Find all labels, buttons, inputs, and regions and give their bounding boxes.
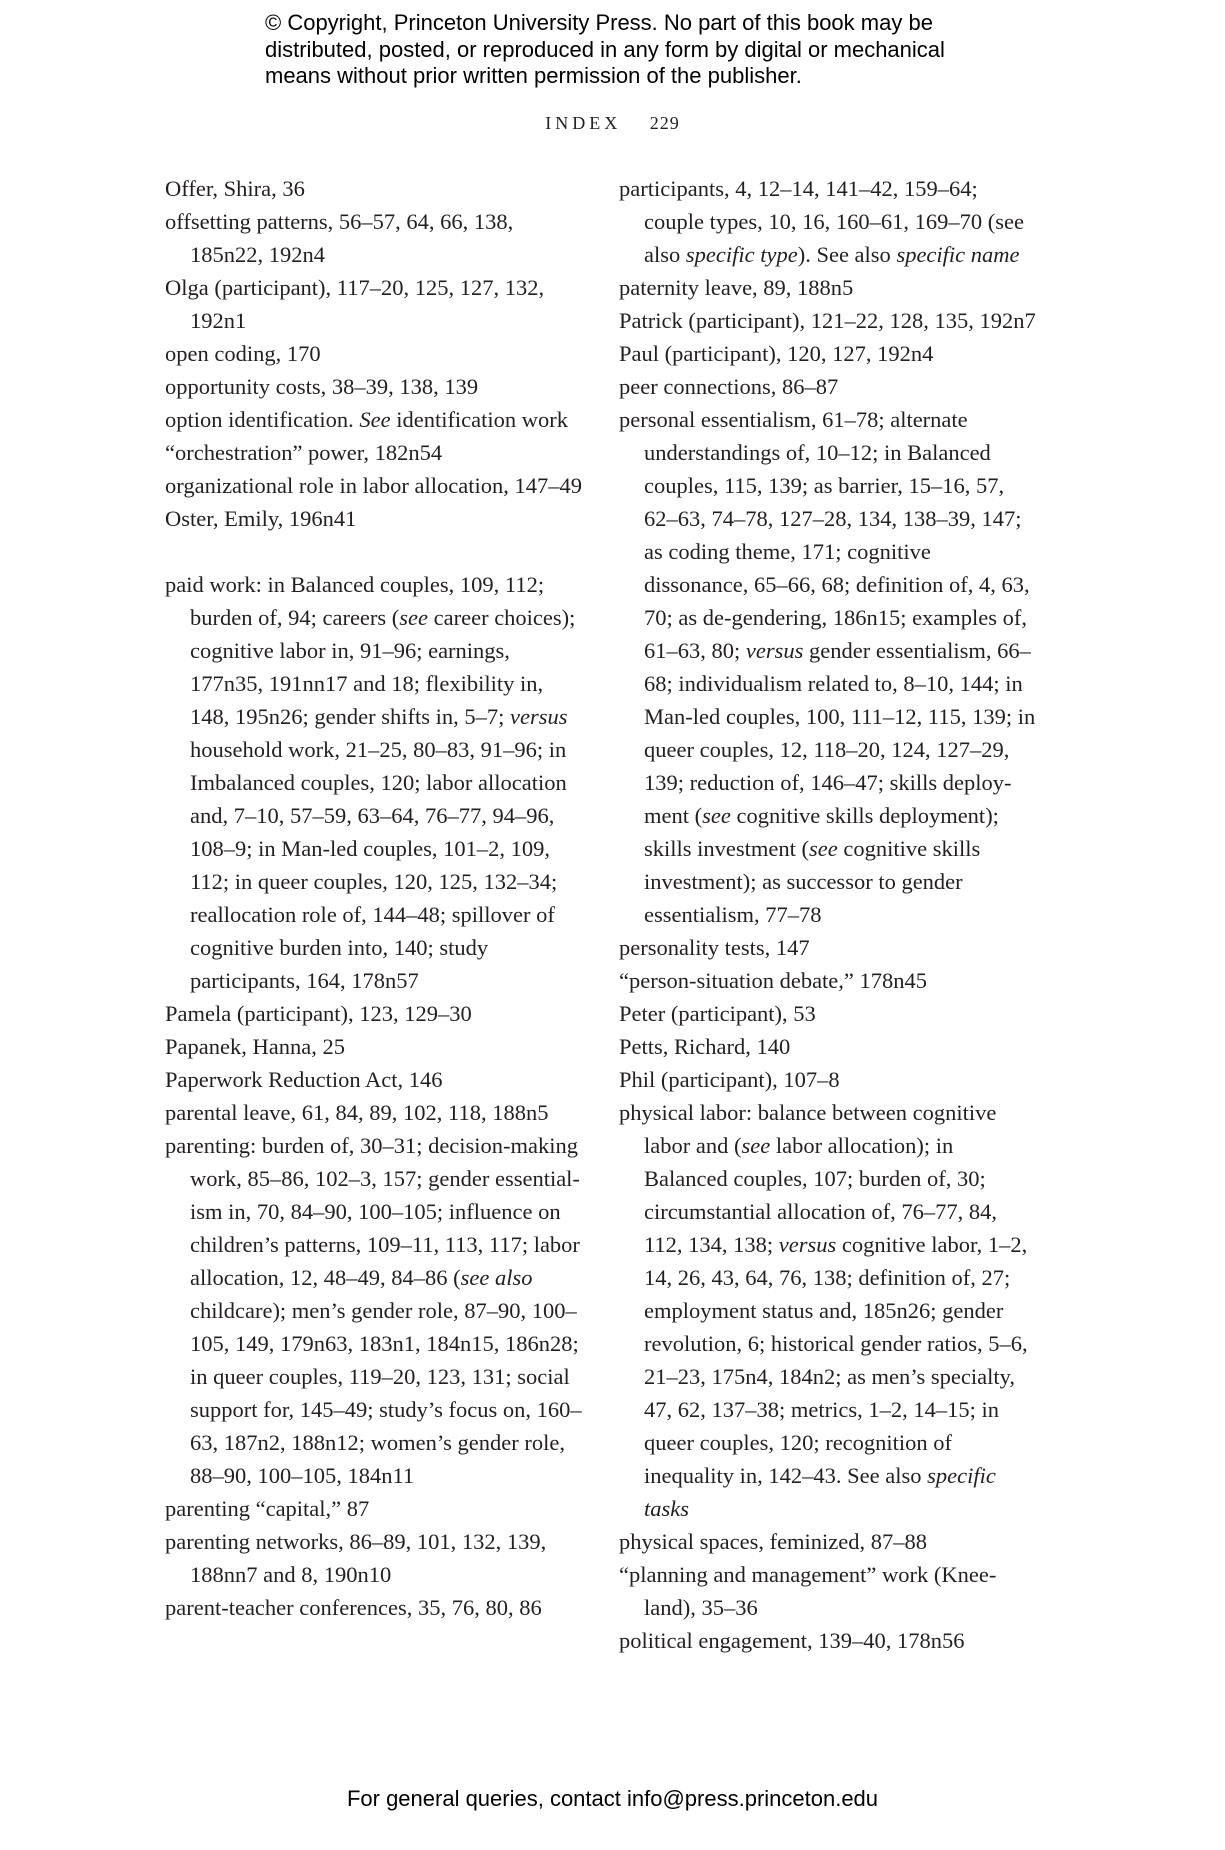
- index-entry: “orchestration” power, 182n54: [165, 440, 443, 465]
- index-entry: Offer, Shira, 36: [165, 176, 305, 201]
- index-entry: participants, 4, 12–14, 141–42, 159–64; couple types, 10, 16, 160–61, 169–70 (see also specific type). See also specific name: [619, 176, 1024, 267]
- index-entry: Patrick (participant), 121–22, 128, 135, 192n7: [619, 308, 1036, 333]
- index-entry: parenting: burden of, 30–31; decision-making work, 85–86, 102–3, 157; gender essential-ism in, 70, 84–90, 100–105; influence on children’s patterns, 109–11, 113, 117; labor allocation, 12, 48–49, 84–86 (see also childcare); men’s gender role, 87–90, 100–105, 149, 179n63, 183n1, 184n15, 186n28; in queer couples, 119–20, 123, 131; social support for, 145–49; study’s focus on, 160–63, 187n2, 188n12; women’s gender role, 88–90, 100–105, 184n11: [165, 1133, 582, 1488]
- index-entry: paid work: in Balanced couples, 109, 112; burden of, 94; careers (see career choices); cognitive labor in, 91–96; earnings, 177n35, 191nn17 and 18; flexibility in, 148, 195n26; gender shifts in, 5–7; versus household work, 21–25, 80–83, 91–96; in Imbalanced couples, 120; labor allocation and, 7–10, 57–59, 63–64, 76–77, 94–96, 108–9; in Man-led couples, 101–2, 109, 112; in queer couples, 120, 125, 132–34; reallocation role of, 144–48; spillover of cognitive burden into, 140; study participants, 164, 178n57: [165, 572, 576, 993]
- index-entry: personality tests, 147: [619, 935, 810, 960]
- index-entry: physical labor: balance between cognitive labor and (see labor allocation); in Balanced couples, 107; burden of, 30; circumstantial allocation of, 76–77, 84, 112, 134, 138; versus cognitive labor, 1–2, 14, 26, 43, 64, 76, 138; definition of, 27; employment status and, 185n26; gender revolution, 6; historical gender ratios, 5–6, 21–23, 175n4, 184n2; as men’s specialty, 47, 62, 137–38; metrics, 1–2, 14–15; in queer couples, 120; recognition of inequality in, 142–43. See also specific tasks: [619, 1100, 1028, 1521]
- index-column-right: [619, 172, 1039, 1657]
- index-entry: Peter (participant), 53: [619, 1001, 816, 1026]
- index-entry: personal essentialism, 61–78; alternate understandings of, 10–12; in Balanced couples, 115, 139; as barrier, 15–16, 57, 62–63, 74–78, 127–28, 134, 138–39, 147; as coding theme, 171; cognitive dissonance, 65–66, 68; definition of, 4, 63, 70; as de-gendering, 186n15; examples of, 61–63, 80; versus gender essentialism, 66–68; individualism related to, 8–10, 144; in Man-led couples, 100, 111–12, 115, 139; in queer couples, 12, 118–20, 124, 127–29, 139; reduction of, 146–47; skills deploy-ment (see cognitive skills deployment); skills investment (see cognitive skills investment); as successor to gender essentialism, 77–78: [619, 407, 1036, 927]
- index-entry: Paul (participant), 120, 127, 192n4: [619, 341, 934, 366]
- index-entry: Pamela (participant), 123, 129–30: [165, 1001, 472, 1026]
- index-entry: option identification. See identification work: [165, 407, 569, 432]
- index-entry: organizational role in labor allocation, 147–49: [165, 473, 582, 498]
- index-entry: open coding, 170: [165, 341, 321, 366]
- page-number: 229: [649, 113, 680, 133]
- index-entry: “planning and management” work (Knee-land), 35–36: [619, 1562, 997, 1620]
- index-entry: parental leave, 61, 84, 89, 102, 118, 188n5: [165, 1100, 549, 1125]
- index-entry: paternity leave, 89, 188n5: [619, 275, 854, 300]
- index-entry: peer connections, 86–87: [619, 374, 839, 399]
- index-entry: Paperwork Reduction Act, 146: [165, 1067, 443, 1092]
- index-entry: offsetting patterns, 56–57, 64, 66, 138, 185n22, 192n4: [165, 209, 514, 267]
- index-entry: Olga (participant), 117–20, 125, 127, 132, 192n1: [165, 275, 545, 333]
- index-entry: Petts, Richard, 140: [619, 1034, 791, 1059]
- index-entry: Phil (participant), 107–8: [619, 1067, 840, 1092]
- copyright-line: means without prior written permission of the publisher.: [265, 63, 802, 88]
- section-gap: [165, 535, 585, 568]
- index-entry: Oster, Emily, 196n41: [165, 506, 357, 531]
- running-head-label: INDEX: [545, 113, 622, 133]
- footer-contact: For general queries, contact info@press.princeton.edu: [346, 1786, 879, 1811]
- copyright-line: © Copyright, Princeton University Press. No part of this book may be: [265, 10, 933, 35]
- index-entry: parenting “capital,” 87: [165, 1496, 370, 1521]
- index-entry: parent-teacher conferences, 35, 76, 80, 86: [165, 1595, 542, 1620]
- copyright-notice: [265, 10, 1025, 90]
- index-entry: political engagement, 139–40, 178n56: [619, 1628, 965, 1653]
- index-entry: “person-situation debate,” 178n45: [619, 968, 928, 993]
- copyright-line: distributed, posted, or reproduced in any form by digital or mechanical: [265, 36, 945, 62]
- running-head: [0, 113, 1225, 134]
- index-entry: parenting networks, 86–89, 101, 132, 139, 188nn7 and 8, 190n10: [165, 1529, 547, 1587]
- index-entry: physical spaces, feminized, 87–88: [619, 1529, 928, 1554]
- index-entry: opportunity costs, 38–39, 138, 139: [165, 374, 479, 399]
- index-entry: Papanek, Hanna, 25: [165, 1034, 345, 1059]
- index-column-left: [165, 172, 585, 1624]
